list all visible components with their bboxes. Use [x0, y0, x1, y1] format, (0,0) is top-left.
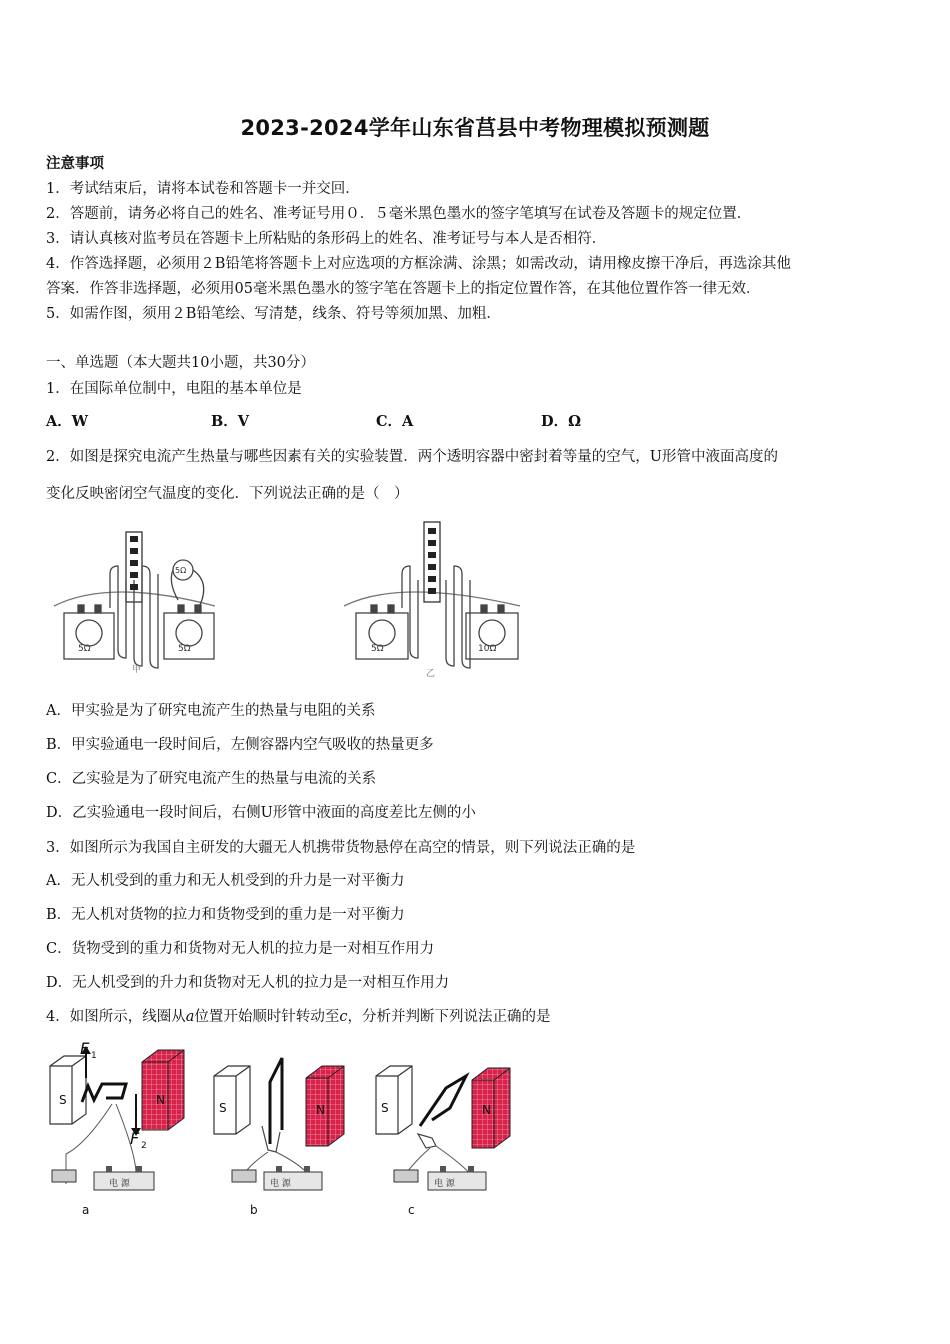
q4-b-source: 电 源: [270, 1179, 291, 1189]
q4-a-f2-sub: 2: [141, 1141, 147, 1151]
q4-panel-b: [214, 1058, 344, 1190]
q4-b-pole-n: N: [316, 1103, 325, 1117]
q4-c-pole-n: N: [482, 1103, 491, 1117]
q4-stem-mid: 位置开始顺时针转动至: [194, 1009, 340, 1025]
q4-panel-c: [376, 1066, 510, 1190]
q2-caption-jia: 甲: [132, 665, 142, 675]
q2-caption-yi: 乙: [426, 669, 436, 679]
q2-jia-r-left: 5Ω: [78, 644, 91, 654]
q1-stem: 1．在国际单位制中，电阻的基本单位是: [46, 381, 302, 397]
q4-c-source: 电 源: [434, 1179, 455, 1189]
q4-a-f2: F: [130, 1129, 140, 1148]
notice-item-4: 4．作答选择题，必须用２B铅笔将答题卡上对应选项的方框涂满、涂黑；如需改动，请用橡皮擦干净后，再选涂其他: [46, 256, 791, 272]
q1-option-c: C．A: [376, 413, 414, 430]
q4-panel-a: [50, 1046, 184, 1190]
q4-b-pole-s: S: [219, 1101, 227, 1115]
q2-jia-r-parallel: 5Ω: [175, 566, 187, 575]
q3-option-c: C．货物受到的重力和货物对无人机的拉力是一对相互作用力: [46, 941, 435, 957]
q4-a-pole-n: N: [156, 1093, 165, 1107]
q2-yi-r-left: 5Ω: [371, 644, 384, 654]
section-heading: 一、单选题（本大题共10小题，共30分）: [46, 355, 315, 371]
q1-option-a: A．W: [46, 413, 89, 430]
q4-caption-b: b: [250, 1203, 258, 1217]
q2-figure: [50, 520, 530, 680]
q3-option-d: D．无人机受到的升力和货物对无人机的拉力是一对相互作用力: [46, 975, 450, 991]
q4-caption-c: c: [408, 1203, 415, 1217]
q3-stem: 3．如图所示为我国自主研发的大疆无人机携带货物悬停在高空的情景，则下列说法正确的是: [46, 840, 636, 856]
q4-figure: [46, 1034, 526, 1224]
q2-scale-yi: [428, 528, 436, 594]
q4-stem-a: a: [185, 1009, 195, 1025]
q2-option-d: D．乙实验通电一段时间后，右侧U形管中液面的高度差比左侧的小: [46, 805, 476, 821]
q2-jia-r-right: 5Ω: [178, 644, 191, 654]
notice-heading: 注意事项: [46, 155, 104, 172]
notice-item-4-cont: 答案．作答非选择题，必须用05毫米黑色墨水的签字笔在答题卡上的指定位置作答，在其他位置作答一律无效．: [46, 281, 761, 297]
q4-a-f1: F: [80, 1039, 90, 1058]
q1-option-b: B．V: [211, 413, 250, 430]
q4-a-pole-s: S: [59, 1093, 67, 1107]
page-title: 2023-2024学年山东省莒县中考物理模拟预测题: [240, 116, 710, 140]
q3-option-a: A．无人机受到的重力和无人机受到的升力是一对平衡力: [46, 873, 405, 889]
q4-stem-c: c: [339, 1009, 348, 1025]
q4-stem-pre: 4．如图所示，线圈从: [46, 1009, 186, 1025]
notice-item-1: 1．考试结束后，请将本试卷和答题卡一并交回．: [46, 181, 360, 197]
q2-option-a: A．甲实验是为了研究电流产生的热量与电阻的关系: [46, 703, 376, 719]
q2-stem-line1: 2．如图是探究电流产生热量与哪些因素有关的实验装置．两个透明容器中密封着等量的空气，U形管中液面高度的: [46, 449, 778, 465]
notice-item-3: 3．请认真核对监考员在答题卡上所粘贴的条形码上的姓名、准考证号与本人是否相符．: [46, 231, 607, 247]
q4-a-source: 电 源: [109, 1179, 130, 1189]
q1-option-d: D．Ω: [541, 413, 581, 430]
q4-caption-a: a: [82, 1203, 90, 1217]
notice-item-2: 2．答题前，请务必将自己的姓名、准考证号用０．５毫米黑色墨水的签字笔填写在试卷及答题卡的规定位置．: [46, 206, 752, 222]
q4-stem-post: ，分析并判断下列说法正确的是: [347, 1009, 551, 1025]
q2-stem-line2: 变化反映密闭空气温度的变化．下列说法正确的是（ ）: [46, 486, 409, 502]
q4-a-f1-sub: 1: [91, 1051, 97, 1061]
q4-stem: [46, 1005, 551, 1026]
q3-option-b: B．无人机对货物的拉力和货物受到的重力是一对平衡力: [46, 907, 405, 923]
notice-item-5: 5．如需作图，须用２B铅笔绘、写清楚，线条、符号等须加黑、加粗．: [46, 306, 501, 322]
q4-c-pole-s: S: [381, 1101, 389, 1115]
q2-yi-r-right: 10Ω: [478, 644, 497, 654]
q2-option-c: C．乙实验是为了研究电流产生的热量与电流的关系: [46, 771, 377, 787]
q2-option-b: B．甲实验通电一段时间后，左侧容器内空气吸收的热量更多: [46, 737, 434, 753]
